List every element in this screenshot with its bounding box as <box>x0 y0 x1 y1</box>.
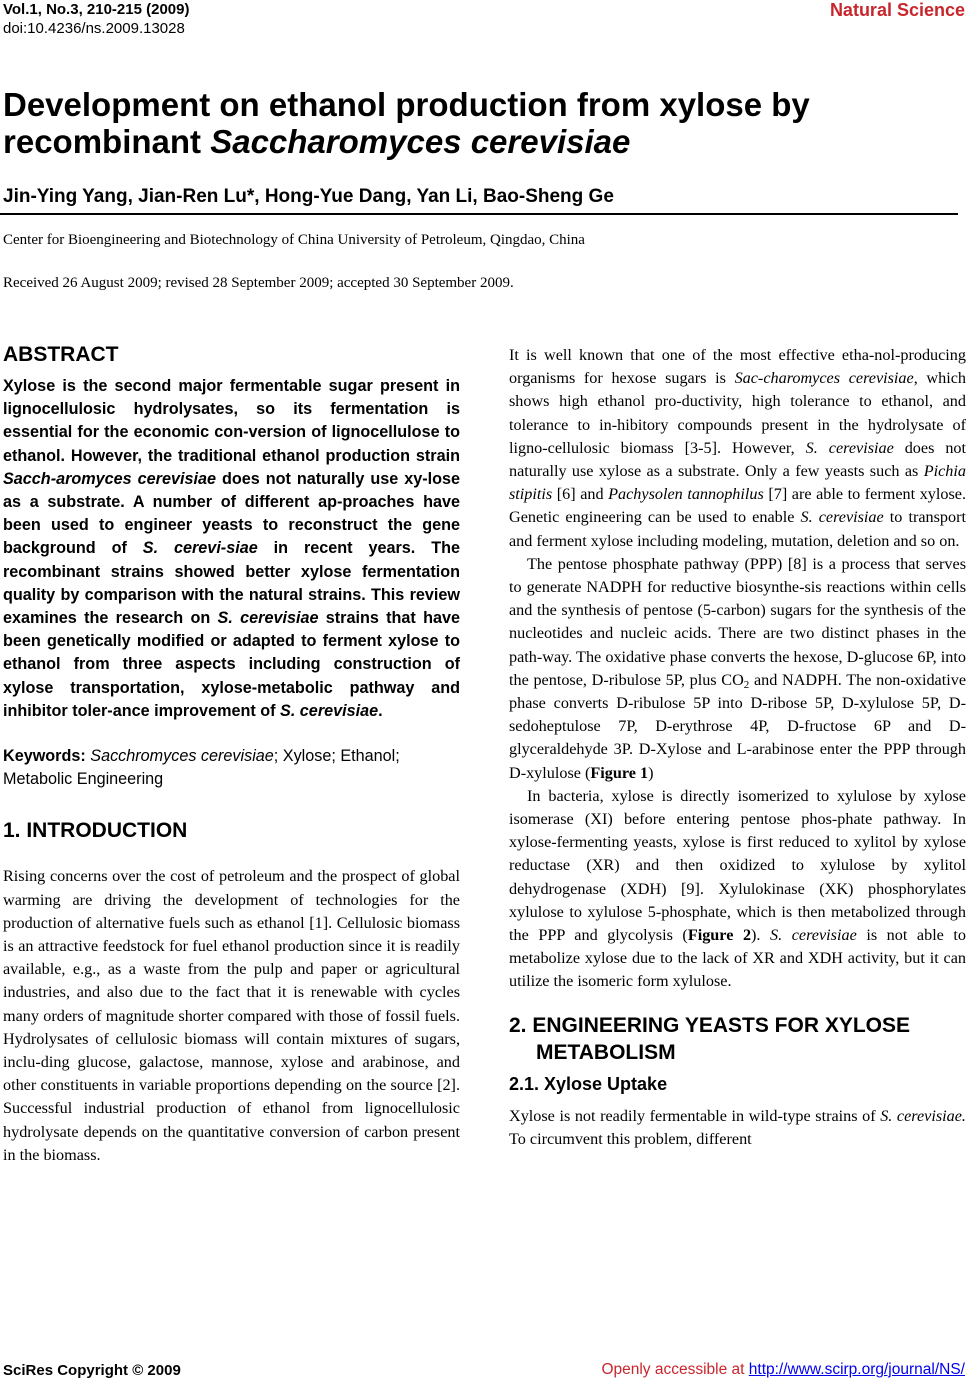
received-dates: Received 26 August 2009; revised 28 September 2009; accepted 30 September 2009. <box>3 275 514 291</box>
italic-text: S. cerevisiae <box>800 508 884 527</box>
keywords-rest: ; Xylose; Ethanol; Metabolic Engineering <box>3 747 400 789</box>
text: , which shows high ethanol pro-ductivity, high tolerance to ethanol, and tolerance to in-hibitory compounds present in the hydrolysate of ligno-cellulosic biomass [3-5]. However, <box>509 369 966 457</box>
abstract-text: does not naturally use xy-lose as a substrate. A number of different ap-proaches have been used to engineer yeasts to reconstruct the gene background of <box>3 469 460 558</box>
text: It is well known that one of the most effective etha-nol-producing organisms for hexose sugars is <box>509 346 966 388</box>
italic-text: S. cerevisiae. <box>880 1106 966 1125</box>
title-text: Development on ethanol production from xylose by recombinant <box>3 86 810 160</box>
figure-ref[interactable]: Figure 2 <box>687 926 752 945</box>
header-left <box>3 0 189 38</box>
section-2-heading: 2. ENGINEERING YEASTS FOR XYLOSE METABOLISM <box>509 1013 911 1064</box>
section-2-1-heading: 2.1. Xylose Uptake <box>509 1073 668 1094</box>
text: The pentose phosphate pathway (PPP) [8] is a process that serves to generate NADPH for reductive biosynthe-sis reactions within cells and the synthesis of pentose (5-carbon) sugars for the synthesis of the nucleotides and nucleic acids. There are two distinct phases in the path-way. The oxidative phase converts the hexose, D-glucose 6P, into the pentose, D-ribulose 5P, plus CO <box>509 554 966 689</box>
journal-name: Natural Science <box>829 0 965 20</box>
keywords-italic: Sacchromyces cerevisiae <box>90 747 274 766</box>
keywords-label: Keywords: <box>3 747 86 766</box>
keywords <box>3 745 460 791</box>
italic-text: Pichia stipitis <box>509 462 966 504</box>
affiliation: Center for Bioengineering and Biotechnology of China University of Petroleum, Qingdao, China <box>3 232 585 248</box>
abstract-italic: S. cerevisiae <box>217 609 319 628</box>
abstract-text: strains that have been genetically modified or adapted to ferment xylose to ethanol from three aspects including construction of xylose transportation, xylose-metabolic pathway and inhibitor toler-ance improvement of <box>3 609 460 720</box>
italic-text: S. cerevisiae <box>805 438 894 457</box>
italic-text: S. cerevisiae <box>770 926 857 945</box>
paragraph-4 <box>509 1105 966 1151</box>
text: [7] are able to ferment xylose. Genetic engineering can be used to enable <box>509 485 967 527</box>
volume-info: Vol.1, No.3, 210-215 (2009) <box>3 1 190 18</box>
paper-title <box>3 86 963 160</box>
title-italic: Saccharomyces cerevisiae <box>210 123 631 160</box>
authors: Jin-Ying Yang, Jian-Ren Lu*, Hong-Yue Dang, Yan Li, Bao-Sheng Ge <box>3 186 614 207</box>
journal-link[interactable]: http://www.scirp.org/journal/NS/ <box>748 1361 965 1378</box>
text: does not naturally use xylose as a substrate. Only a few yeasts such as <box>509 438 967 481</box>
doi: doi:10.4236/ns.2009.13028 <box>3 20 185 37</box>
figure-ref[interactable]: Figure 1 <box>590 763 649 782</box>
text: and NADPH. The non-oxidative phase converts D-ribulose 5P into D-ribose 5P, D-xylulose 5P, D- sedoheptulose 7P, D-erythrose 4P, D-fructose 6P and D- glyceraldehyde 3P. D-Xylose and L-arabinose enter the PPP through D-xylulose ( <box>509 670 967 782</box>
open-access-note <box>601 1361 965 1379</box>
italic-text: Sac-charomyces cerevisiae <box>734 369 914 388</box>
paragraph-1 <box>509 344 966 553</box>
left-column <box>3 343 460 1167</box>
italic-text: Pachysolen tannophilus <box>608 485 764 504</box>
paragraph-2 <box>509 553 966 785</box>
abstract-body <box>3 375 460 723</box>
text: To circumvent this problem, different <box>509 1129 752 1148</box>
abstract-text: . <box>378 701 383 720</box>
access-text: Openly accessible at <box>601 1361 749 1378</box>
intro-heading: 1. INTRODUCTION <box>3 819 188 843</box>
text: is not able to metabolize xylose due to the lack of XR and XDH activity, but it can utilize the isomeric form xylulose. <box>509 926 967 991</box>
text: In bacteria, xylose is directly isomerized to xylulose by xylose isomerase (XI) before entering pentose phos-phate pathway. In xylose-fermenting yeasts, xylose is first reduced to xylitol by xylose reductase (XR) and then oxidized to xylulose by xylitol dehydrogenase (XDH) [9]. Xylulokinase (XK) phosphorylates xylulose to xylulose 5-phosphate, which is then metabolized through the PPP and glycolysis ( <box>509 786 966 945</box>
text: Xylose is not readily fermentable in wild-type strains of <box>509 1106 881 1125</box>
text: ). <box>751 926 771 945</box>
subscript: 2 <box>743 678 750 691</box>
title-rule <box>0 213 958 215</box>
abstract-italic: S. cerevisiae <box>280 701 379 720</box>
abstract-italic: Sacch-aromyces cerevisiae <box>3 469 216 488</box>
abstract-text: Xylose is the second major fermentable sugar present in lignocellulosic hydrolysates, so its fermentation is essential for the economic con-version of lignocellulose to ethanol. However, the traditional ethanol production strain <box>3 377 460 465</box>
abstract-italic: S. cerevi-siae <box>142 539 258 558</box>
abstract-text: in recent years. The recombinant strains showed better xylose fermentation quality by comparison with the natural strains. This review examines the research on <box>3 539 460 628</box>
right-column <box>509 344 966 1151</box>
text: [6] and <box>552 485 609 504</box>
abstract-heading: ABSTRACT <box>3 343 119 366</box>
text: ) <box>648 763 654 782</box>
text: to transport and ferment xylose including modeling, mutation, deletion and so on. <box>509 508 966 550</box>
intro-paragraph: Rising concerns over the cost of petroleum and the prospect of global warming are driving the development of technologies for the production of alternative fuels such as ethanol [1]. Cellulosic biomass is an attractive feedstock for fuel ethanol production since it is readily available, e.g., as a waste from the pulp and paper or agricultural industries, and also due to the fact that it is renewable with cycles many orders of magnitude shorter compared with those of fossil fuels. Hydrolysates of cellulosic biomass will contain mixtures of sugars, inclu-ding glucose, galactose, mannose, xylose and arabinose, and other constituents in variable proportions depending on the source [2]. Successful industrial production of ethanol from lignocellulosic hydrolysate depends on the quantitative conversion of carbon present in the biomass. <box>3 867 460 1164</box>
copyright: SciRes Copyright © 2009 <box>3 1362 181 1379</box>
paragraph-3 <box>509 785 966 994</box>
